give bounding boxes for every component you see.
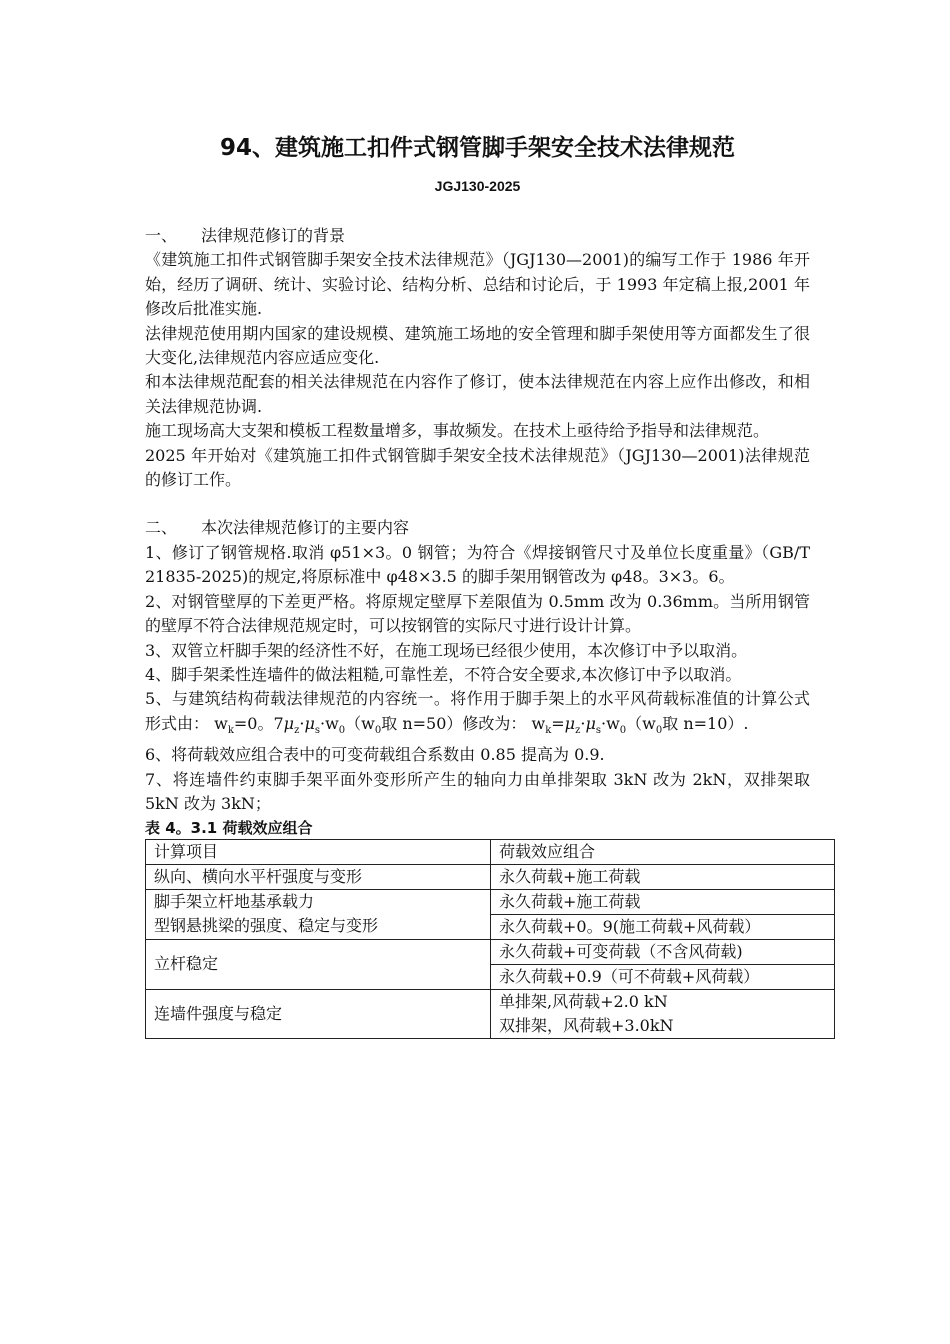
list-item-formula: 5、与建筑结构荷载法律规范的内容统一。将作用于脚手架上的水平风荷载标准值的计算公式形式由： $w_k=0$。$7\mu_z\cdot\mu_s\cdot w_0(w_0$取 n=50）修改为： $w_k=\mu_z\cdot\mu_s\cdot w_0(w_0$取 n=10）. — [145, 689, 810, 736]
table-cell: 永久荷载+施工荷载 — [491, 889, 835, 914]
table-cell — [146, 889, 491, 939]
list-item: 1、修订了钢管规格.取消 φ51×3。0 钢管；为符合《焊接钢管尺寸及单位长度重量》（GB/T 21835-2025)的规定,将原标准中 φ48×3.5 的脚手架用钢管改为 φ48。3×3。6。 — [145, 542, 810, 587]
table-cell: 立杆稳定 — [146, 939, 491, 989]
section-number: 二、 — [145, 518, 178, 538]
list-item: 7、将连墙件约束脚手架平面外变形所产生的轴向力由单排架取 3kN 改为 2kN，双排架取 5kN 改为 3kN； — [145, 769, 810, 814]
section-heading-2 — [145, 516, 810, 540]
formula-intro: 5、与建筑结构荷载法律规范的内容统一。将作用于脚手架上的水平风荷载标准值的计算公式形式由： — [145, 689, 810, 733]
section-heading-1 — [145, 224, 810, 248]
load-combination-table — [145, 839, 835, 1039]
table-row — [146, 864, 835, 889]
table-header-cell: 荷载效应组合 — [491, 839, 835, 864]
paragraph: 《建筑施工扣件式钢管脚手架安全技术法律规范》（JGJ130—2001)的编写工作于 1986 年开始，经历了调研、统计、实验讨论、结构分析、总结和讨论后，于 1993 年定稿上报,2001 年修改后批准实施. — [145, 250, 810, 319]
table-cell — [491, 989, 835, 1038]
section-title: 本次法律规范修订的主要内容 — [201, 518, 410, 538]
table-caption: 表 4。3.1 荷载效应组合 — [145, 818, 313, 837]
table-cell: 永久荷载+可变荷载（不含风荷载) — [491, 939, 835, 964]
table-row — [146, 889, 835, 914]
paragraph: 和本法律规范配套的相关法律规范在内容作了修订，使本法律规范在内容上应作出修改，和相关法律规范协调. — [145, 372, 810, 416]
cell-line: 脚手架立杆地基承载力 — [154, 892, 315, 912]
paragraph: 施工现场高大支架和模板工程数量增多，事故频发。在技术上亟待给予指导和法律规范。 — [145, 421, 770, 441]
paragraph: 法律规范使用期内国家的建设规模、建筑施工场地的安全管理和脚手架使用等方面都发生了很大变化,法律规范内容应适应变化. — [145, 323, 810, 368]
table-cell: 连墙件强度与稳定 — [146, 989, 491, 1038]
table-cell: 永久荷载+0。9(施工荷载+风荷载） — [491, 914, 835, 939]
paragraph: 2025 年开始对《建筑施工扣件式钢管脚手架安全技术法律规范》（JGJ130—2001)法律规范的修订工作。 — [145, 445, 810, 490]
list-item: 4、脚手架柔性连墙件的做法粗糙,可靠性差，不符合安全要求,本次修订中予以取消。 — [145, 664, 742, 684]
section-number: 一、 — [145, 226, 178, 245]
document-title: 94、建筑施工扣件式钢管脚手架安全技术法律规范 — [219, 135, 735, 161]
table-cell: 纵向、横向水平杆强度与变形 — [146, 864, 491, 889]
standard-code: JGJ130-2025 — [434, 178, 521, 194]
section-title: 法律规范修订的背景 — [201, 226, 346, 245]
list-item: 6、将荷载效应组合表中的可变荷载组合系数由 0.85 提高为 0.9. — [145, 745, 605, 765]
table-row — [146, 939, 835, 964]
table-cell: 永久荷载+0.9（可不荷载+风荷载） — [491, 964, 835, 989]
table-cell: 永久荷载+施工荷载 — [491, 864, 835, 889]
formula-w: w — [214, 713, 228, 733]
document-body — [145, 224, 810, 1039]
list-item: 3、双管立杆脚手架的经济性不好，在施工现场已经很少使用，本次修订中予以取消。 — [145, 640, 748, 660]
table-row — [146, 989, 835, 1038]
list-item: 2、对钢管壁厚的下差更严格。将原规定壁厚下差限值为 0.5mm 改为 0.36mm。当所用钢管的壁厚不符合法律规范规定时，可以按钢管的实际尺寸进行设计计算。 — [145, 591, 810, 636]
table-header-row — [146, 839, 835, 864]
cell-line: 双排架，风荷载+3.0kN — [499, 1015, 674, 1035]
cell-line: 单排架,风荷载+2.0 kN — [499, 991, 668, 1011]
cell-line: 型钢悬挑梁的强度、稳定与变形 — [154, 916, 379, 936]
table-header-cell: 计算项目 — [146, 839, 491, 864]
